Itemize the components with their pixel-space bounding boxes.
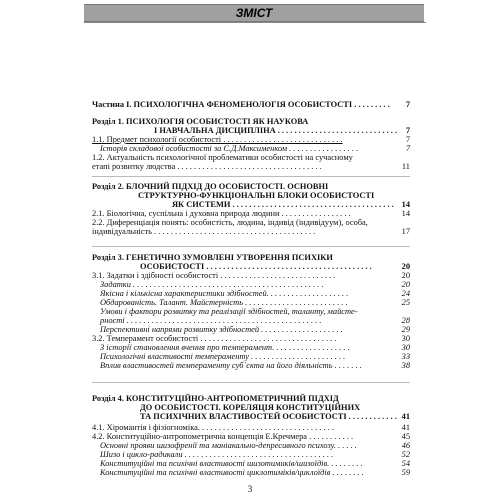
header-rule (84, 22, 426, 23)
toc-subentry-3-1b[interactable]: Якісна і кількісна характеристики здібностей. . . . . . . . . . . . . . . . . . . . 24 (100, 289, 410, 298)
toc-subentry-4-2d[interactable]: Конституційні та психічні властивості циклотиміків/циклоїдів . . . . . . . . 59 (100, 468, 410, 477)
toc-entry-r4-title[interactable]: Розділ 4. КОНСТИТУЦІЙНО-АНТРОПОМЕТРИЧНИЙ ПІДХІД (92, 394, 339, 403)
toc-subentry-4-2c[interactable]: Конституційні та психічні властивості шизотимиків/шизоїдів. . . . . . . . . 54 (100, 459, 410, 468)
toc-entry-r4-title[interactable]: ТА ПСИХІЧНИХ ВЛАСТИВОСТЕЙ ОСОБИСТОСТІ . . . . . . . . . . . . 41 (140, 412, 410, 421)
toc-entry-r4-title[interactable]: ДО ОСОБИСТОСТІ. КОРЕЛЯЦІЯ КОНСТИТУЦІЙНИХ (140, 403, 361, 412)
toc-entry-2-1[interactable]: 2.1. Біологічна, суспільна і духовна природа людини . . . . . . . . . . . . . . . . . 14 (92, 209, 410, 218)
toc-entry-r2-title[interactable]: ЯК СИСТЕМИ . . . . . . . . . . . . . . . . . . . . . . . . . . . . . . . . . . . . . . . 14 (172, 200, 410, 209)
toc-entry-1-2[interactable]: 1.2. Актуальність психологічної проблематики особистості на сучасному (92, 153, 353, 162)
toc-subentry-3-1f[interactable]: Перспективні напрями розвитку здібностей . . . . . . . . . . . . . . . . . . . . 29 (100, 325, 410, 334)
toc-entry-2-2-cont[interactable]: індивідуальність . . . . . . . . . . . . . . . . . . . . . . . . . . . . . . . . . . . . . . . 17 (92, 227, 410, 236)
toc-entry-r2-title[interactable]: СТРУКТУРНО-ФУНКЦІОНАЛЬНІ БЛОКИ ОСОБИСТОСТІ (138, 191, 375, 200)
toc-entry-part1[interactable]: Частина І. ПСИХОЛОГІЧНА ФЕНОМЕНОЛОГІЯ ОСОБИСТОСТІ . . . . . . . . . 7 (92, 100, 410, 109)
toc-subentry-3-2c[interactable]: Вплив властивостей темпераменту суб`єкта на його діяльність . . . . . . . 38 (100, 361, 410, 370)
toc-entry-4-1[interactable]: 4.1. Хіромантія і фізіогноміка. . . . . . . . . . . . . . . . . . . . . . . . . . . . . . . . . 41 (92, 423, 410, 432)
toc-entry-3-1[interactable]: 3.1. Задатки і здібності особистості . . . . . . . . . . . . . . . . . . . . . . . . . . . . 20 (92, 271, 410, 280)
page-number: 3 (247, 484, 253, 494)
toc-entry-r1-title[interactable]: Розділ 1. ПСИХОЛОГІЯ ОСОБИСТОСТІ ЯК НАУКОВА (92, 117, 309, 126)
toc-entry-1-2-cont[interactable]: етапі розвитку людства . . . . . . . . . . . . . . . . . . . . . . . . . . . . . . . . . . . 11 (92, 162, 410, 171)
toc-subentry-3-1d-cont[interactable]: рності . . . . . . . . . . . . . . . . . . . . . . . . . . . . . . . . . . . . . . . . . . . . . . . 28 (100, 316, 410, 325)
toc-entry-r3-title[interactable]: Розділ 3. ГЕНЕТИЧНО ЗУМОВЛЕНІ УТВОРЕННЯ ПСИХІКИ (92, 253, 333, 262)
toc-subentry-3-1c[interactable]: Обдарованість. Талант. Майстерність . . . . . . . . . . . . . . . . . . . . . . . . . 25 (100, 298, 410, 307)
toc-subentry-4-2b[interactable]: Шизо і цикло-радикали . . . . . . . . . . . . . . . . . . . . . . . . . . . . . . . . . . . . 52 (100, 450, 410, 459)
toc-entry-4-2[interactable]: 4.2. Конституційно-антропометрична концепція Е.Кречмера . . . . . . . . . . . 45 (92, 432, 410, 441)
toc-subentry-3-1a[interactable]: Задатки . . . . . . . . . . . . . . . . . . . . . . . . . . . . . . . . . . . . . . . . . . . . . . 20 (100, 280, 410, 289)
toc-subentry-4-2a[interactable]: Основні прояви шизофренії та маніакально-депресивного психозу. . . . . . 46 (100, 441, 410, 450)
toc-entry-r2-title[interactable]: Розділ 2. БЛОЧНИЙ ПІДХІД ДО ОСОБИСТОСТІ. ОСНОВНІ (92, 182, 329, 191)
toc-entry-r1-title[interactable]: І НАВЧАЛЬНА ДИСЦИПЛІНА . . . . . . . . . . . . . . . . . . . . . . . . . . . . . 7 (154, 126, 410, 135)
header-title: ЗМІСТ (235, 6, 273, 20)
toc-subentry-1-1a[interactable]: Історія складової особистості за С.Д.Максименком . . . . . . . . . . . . . . . . . 7 (100, 144, 410, 153)
toc-subentry-3-2b[interactable]: Психологічні властивості темпераменту . . . . . . . . . . . . . . . . . . . . . . . 33 (100, 352, 410, 361)
section-divider (92, 176, 410, 177)
toc-subentry-3-2a[interactable]: З історії становлення вчення про темперамент. . . . . . . . . . . . . . . . . . . 30 (100, 343, 410, 352)
toc-entry-r3-title[interactable]: ОСОБИСТОСТІ . . . . . . . . . . . . . . . . . . . . . . . . . . . . . . . . . . . . . . . . 20 (140, 262, 410, 271)
toc-entry-1-1[interactable]: 1.1. Предмет психології особистості . . . . . . . . . . . . . . . . . . . . . . . . . . . . . 7 (92, 135, 410, 144)
toc-subentry-3-1d[interactable]: Умови і фактори розвитку та реалізації здібностей, таланту, майсте- (100, 307, 358, 316)
section-divider (92, 382, 410, 383)
toc-entry-3-2[interactable]: 3.2. Темперамент особистості . . . . . . . . . . . . . . . . . . . . . . . . . . . . . . . . . 30 (92, 334, 410, 343)
toc-entry-2-2[interactable]: 2.2. Диференціація понять: особистість, людина, індивід (індивідуум), особа, (92, 218, 368, 227)
section-divider (92, 246, 410, 247)
section-header (84, 4, 424, 22)
